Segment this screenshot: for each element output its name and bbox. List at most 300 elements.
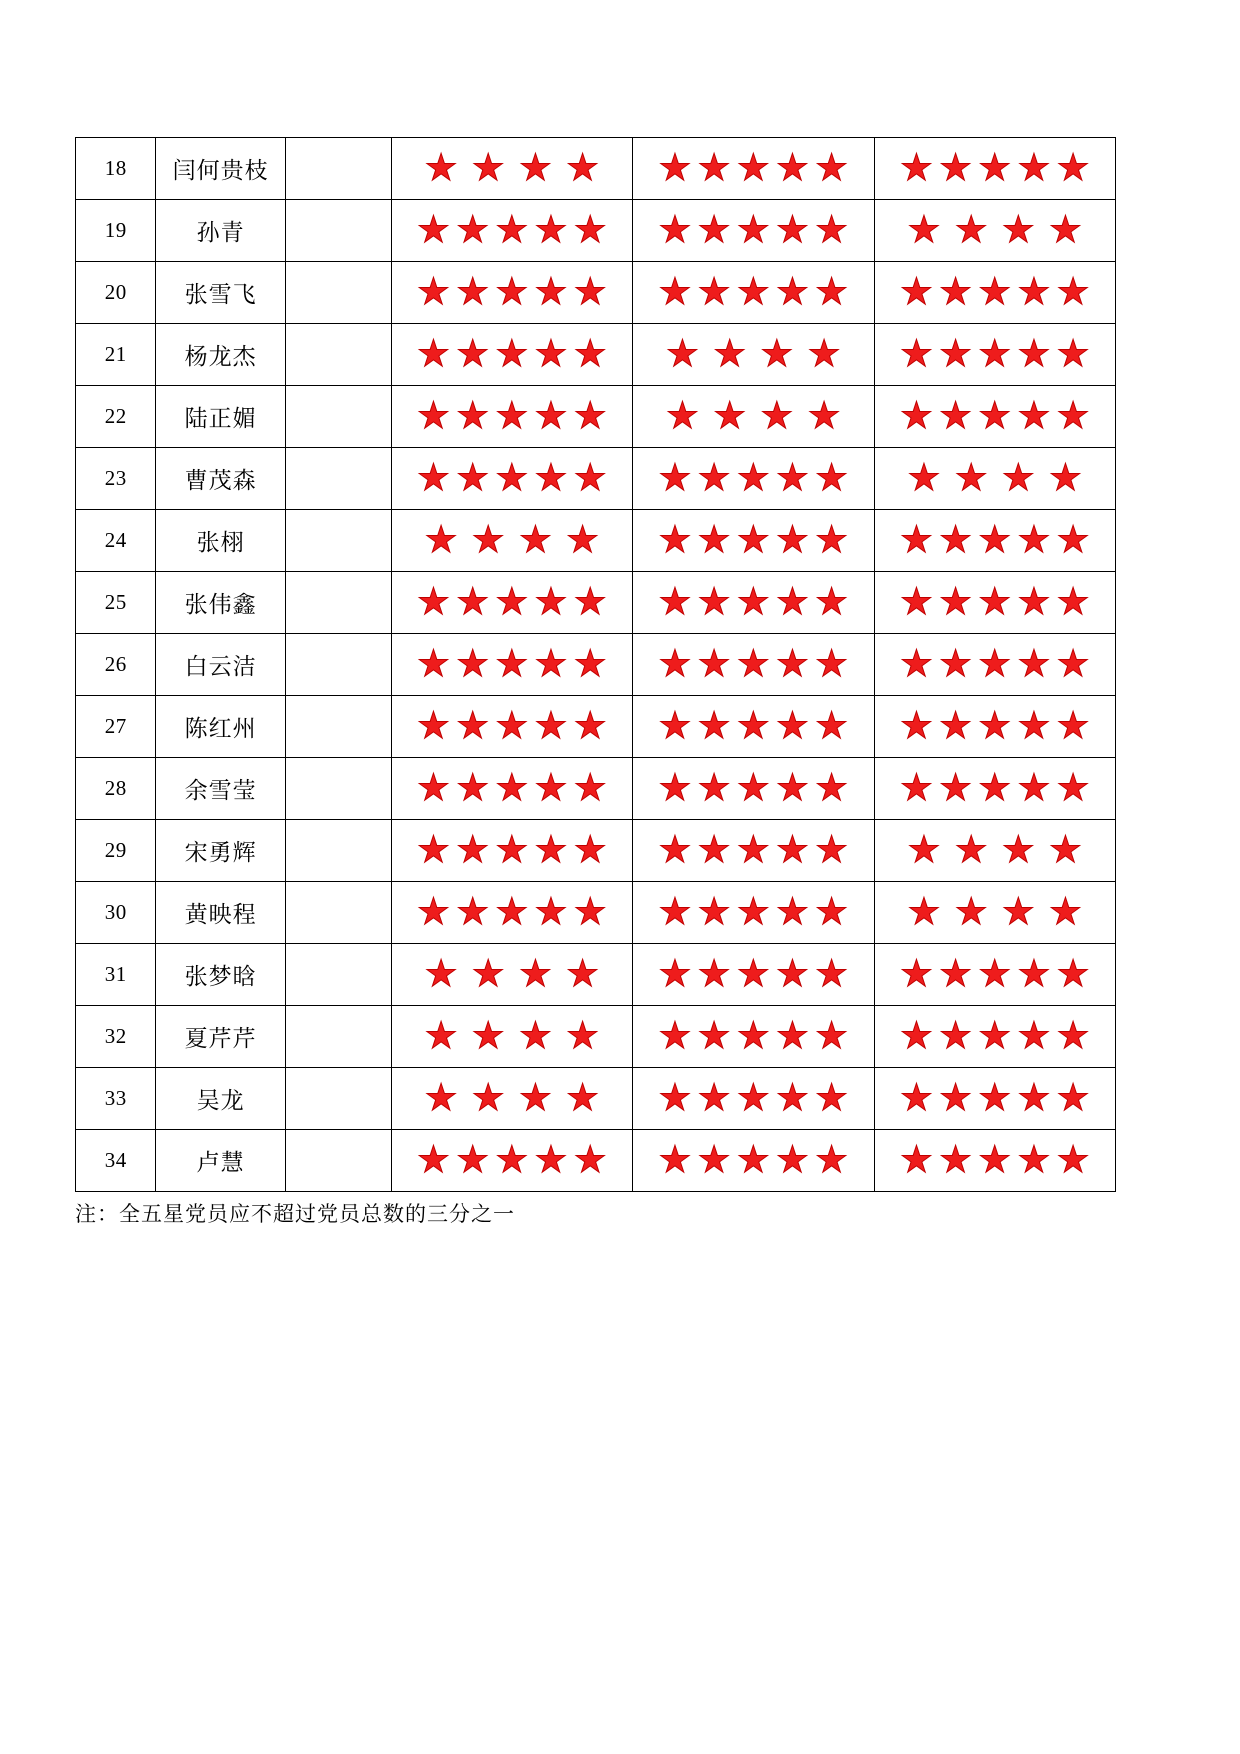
star-icon: ★ xyxy=(471,148,505,189)
star-icon: ★ xyxy=(518,520,552,561)
star-icon: ★ xyxy=(899,520,933,561)
star-icon: ★ xyxy=(713,396,747,437)
star-icon: ★ xyxy=(736,1140,770,1181)
star-group xyxy=(392,1018,632,1055)
star-icon: ★ xyxy=(1056,272,1090,313)
star-group xyxy=(633,646,873,683)
star-icon: ★ xyxy=(495,892,529,933)
star-icon: ★ xyxy=(416,210,451,251)
star-group xyxy=(875,398,1116,435)
star-rating-cell-2 xyxy=(633,572,874,634)
star-rating-cell-1 xyxy=(391,510,632,572)
member-name-cell: 孙青 xyxy=(156,200,285,262)
star-icon: ★ xyxy=(1017,644,1051,685)
star-icon: ★ xyxy=(658,954,692,995)
table-row xyxy=(76,386,1116,448)
star-icon: ★ xyxy=(815,644,849,685)
star-icon: ★ xyxy=(815,582,849,623)
star-icon: ★ xyxy=(938,272,973,313)
star-icon: ★ xyxy=(938,148,973,189)
star-icon: ★ xyxy=(899,334,933,375)
star-icon: ★ xyxy=(416,272,451,313)
star-group xyxy=(392,522,632,559)
star-icon: ★ xyxy=(736,210,770,251)
star-group xyxy=(875,708,1116,745)
star-rating-cell-2 xyxy=(633,944,874,1006)
star-rating-cell-3 xyxy=(874,758,1116,820)
star-group xyxy=(633,150,873,187)
star-icon: ★ xyxy=(697,1140,731,1181)
star-icon: ★ xyxy=(456,582,490,623)
member-name-cell: 夏芹芹 xyxy=(156,1006,285,1068)
star-icon: ★ xyxy=(658,1140,692,1181)
star-icon: ★ xyxy=(899,1140,933,1181)
star-icon: ★ xyxy=(815,706,849,747)
star-icon: ★ xyxy=(899,1078,933,1119)
star-icon: ★ xyxy=(1001,458,1035,499)
star-icon: ★ xyxy=(899,768,933,809)
blank-cell xyxy=(285,386,391,448)
star-group xyxy=(875,212,1116,249)
star-icon: ★ xyxy=(1001,830,1035,871)
star-icon: ★ xyxy=(573,830,607,871)
star-icon: ★ xyxy=(495,644,529,685)
table-row xyxy=(76,510,1116,572)
member-name-cell: 张雪飞 xyxy=(156,262,285,324)
star-icon: ★ xyxy=(978,334,1012,375)
star-icon: ★ xyxy=(1056,644,1090,685)
star-group xyxy=(392,956,632,993)
star-rating-cell-3 xyxy=(874,882,1116,944)
star-icon: ★ xyxy=(665,396,700,437)
star-group xyxy=(392,460,632,497)
table-row xyxy=(76,1006,1116,1068)
star-icon: ★ xyxy=(815,210,849,251)
star-icon: ★ xyxy=(456,458,490,499)
member-name-cell: 张栩 xyxy=(156,510,285,572)
star-icon: ★ xyxy=(1056,768,1090,809)
star-group xyxy=(875,956,1116,993)
star-icon: ★ xyxy=(815,1016,849,1057)
star-icon: ★ xyxy=(1017,1140,1051,1181)
star-icon: ★ xyxy=(416,396,451,437)
star-icon: ★ xyxy=(658,148,692,189)
star-icon: ★ xyxy=(495,458,529,499)
star-rating-cell-1 xyxy=(391,1006,632,1068)
member-name-cell: 余雪莹 xyxy=(156,758,285,820)
star-icon: ★ xyxy=(1017,954,1051,995)
star-icon: ★ xyxy=(736,272,770,313)
star-icon: ★ xyxy=(658,1016,692,1057)
star-rating-cell-1 xyxy=(391,262,632,324)
star-icon: ★ xyxy=(775,1078,810,1119)
star-group xyxy=(875,646,1116,683)
star-icon: ★ xyxy=(658,520,692,561)
star-icon: ★ xyxy=(907,830,941,871)
star-icon: ★ xyxy=(534,334,568,375)
star-icon: ★ xyxy=(815,458,849,499)
star-icon: ★ xyxy=(534,1140,568,1181)
star-rating-cell-3 xyxy=(874,324,1116,386)
star-icon: ★ xyxy=(775,210,810,251)
star-icon: ★ xyxy=(736,830,770,871)
star-rating-cell-2 xyxy=(633,386,874,448)
star-icon: ★ xyxy=(815,830,849,871)
star-icon: ★ xyxy=(807,396,841,437)
table-row xyxy=(76,820,1116,882)
star-icon: ★ xyxy=(899,1016,933,1057)
star-rating-cell-1 xyxy=(391,572,632,634)
star-rating-cell-1 xyxy=(391,758,632,820)
star-icon: ★ xyxy=(658,892,692,933)
star-rating-cell-1 xyxy=(391,386,632,448)
star-group xyxy=(633,894,873,931)
star-icon: ★ xyxy=(899,582,933,623)
star-icon: ★ xyxy=(658,582,692,623)
star-icon: ★ xyxy=(456,892,490,933)
row-index-cell: 21 xyxy=(76,324,156,386)
star-icon: ★ xyxy=(424,954,458,995)
star-icon: ★ xyxy=(1017,272,1051,313)
row-index-cell: 27 xyxy=(76,696,156,758)
star-group xyxy=(875,460,1116,497)
star-icon: ★ xyxy=(978,954,1012,995)
member-name-cell: 宋勇辉 xyxy=(156,820,285,882)
star-icon: ★ xyxy=(1017,582,1051,623)
star-icon: ★ xyxy=(471,954,505,995)
star-icon: ★ xyxy=(565,1016,600,1057)
star-rating-cell-3 xyxy=(874,1006,1116,1068)
star-icon: ★ xyxy=(658,272,692,313)
star-icon: ★ xyxy=(775,1140,810,1181)
star-icon: ★ xyxy=(518,954,552,995)
table-row xyxy=(76,324,1116,386)
star-group xyxy=(875,1080,1116,1117)
star-icon: ★ xyxy=(807,334,841,375)
star-icon: ★ xyxy=(565,954,600,995)
star-icon: ★ xyxy=(697,210,731,251)
star-rating-cell-1 xyxy=(391,1130,632,1192)
star-icon: ★ xyxy=(697,706,731,747)
star-icon: ★ xyxy=(899,954,933,995)
star-icon: ★ xyxy=(416,830,451,871)
star-rating-cell-2 xyxy=(633,448,874,510)
star-rating-cell-1 xyxy=(391,882,632,944)
star-icon: ★ xyxy=(1017,520,1051,561)
row-index-cell: 28 xyxy=(76,758,156,820)
star-group xyxy=(633,956,873,993)
star-icon: ★ xyxy=(534,396,568,437)
star-icon: ★ xyxy=(978,520,1012,561)
star-icon: ★ xyxy=(1001,892,1035,933)
row-index-cell: 19 xyxy=(76,200,156,262)
star-icon: ★ xyxy=(978,148,1012,189)
star-icon: ★ xyxy=(954,892,988,933)
star-rating-cell-3 xyxy=(874,572,1116,634)
star-icon: ★ xyxy=(658,210,692,251)
star-group xyxy=(875,336,1116,373)
star-icon: ★ xyxy=(697,458,731,499)
star-icon: ★ xyxy=(736,644,770,685)
star-icon: ★ xyxy=(775,644,810,685)
star-icon: ★ xyxy=(1056,1140,1090,1181)
star-icon: ★ xyxy=(775,148,810,189)
member-name-cell: 张伟鑫 xyxy=(156,572,285,634)
star-group xyxy=(633,708,873,745)
star-icon: ★ xyxy=(534,458,568,499)
star-icon: ★ xyxy=(534,644,568,685)
star-icon: ★ xyxy=(573,644,607,685)
star-group xyxy=(633,1142,873,1179)
star-icon: ★ xyxy=(736,954,770,995)
star-icon: ★ xyxy=(899,396,933,437)
blank-cell xyxy=(285,262,391,324)
star-icon: ★ xyxy=(775,768,810,809)
table-row xyxy=(76,1068,1116,1130)
star-icon: ★ xyxy=(495,1140,529,1181)
star-icon: ★ xyxy=(899,706,933,747)
star-group xyxy=(633,584,873,621)
star-icon: ★ xyxy=(938,706,973,747)
star-rating-cell-2 xyxy=(633,758,874,820)
star-icon: ★ xyxy=(658,768,692,809)
star-rating-cell-3 xyxy=(874,138,1116,200)
star-icon: ★ xyxy=(495,830,529,871)
row-index-cell: 18 xyxy=(76,138,156,200)
star-group xyxy=(392,894,632,931)
star-icon: ★ xyxy=(573,210,607,251)
star-icon: ★ xyxy=(518,1016,552,1057)
star-icon: ★ xyxy=(907,892,941,933)
star-icon: ★ xyxy=(573,892,607,933)
star-icon: ★ xyxy=(1017,1078,1051,1119)
star-icon: ★ xyxy=(495,210,529,251)
star-icon: ★ xyxy=(518,1078,552,1119)
star-icon: ★ xyxy=(1056,148,1090,189)
member-name-cell: 白云洁 xyxy=(156,634,285,696)
star-icon: ★ xyxy=(1001,210,1035,251)
star-icon: ★ xyxy=(424,1078,458,1119)
star-icon: ★ xyxy=(978,396,1012,437)
star-icon: ★ xyxy=(775,830,810,871)
star-icon: ★ xyxy=(658,458,692,499)
star-icon: ★ xyxy=(1048,830,1083,871)
member-name-cell: 卢慧 xyxy=(156,1130,285,1192)
star-icon: ★ xyxy=(456,396,490,437)
star-rating-cell-2 xyxy=(633,200,874,262)
blank-cell xyxy=(285,1068,391,1130)
star-icon: ★ xyxy=(1048,892,1083,933)
blank-cell xyxy=(285,510,391,572)
star-rating-cell-3 xyxy=(874,1068,1116,1130)
star-icon: ★ xyxy=(815,1140,849,1181)
table-row xyxy=(76,448,1116,510)
star-icon: ★ xyxy=(760,334,794,375)
table-row xyxy=(76,634,1116,696)
star-rating-cell-3 xyxy=(874,1130,1116,1192)
star-icon: ★ xyxy=(495,706,529,747)
star-rating-cell-1 xyxy=(391,944,632,1006)
star-icon: ★ xyxy=(416,1140,451,1181)
star-icon: ★ xyxy=(978,768,1012,809)
star-rating-cell-3 xyxy=(874,386,1116,448)
star-icon: ★ xyxy=(416,706,451,747)
star-icon: ★ xyxy=(697,954,731,995)
star-icon: ★ xyxy=(736,892,770,933)
star-icon: ★ xyxy=(775,892,810,933)
star-rating-cell-2 xyxy=(633,1006,874,1068)
star-icon: ★ xyxy=(938,1016,973,1057)
row-index-cell: 30 xyxy=(76,882,156,944)
star-icon: ★ xyxy=(1048,458,1083,499)
star-icon: ★ xyxy=(775,706,810,747)
star-icon: ★ xyxy=(1017,768,1051,809)
star-group xyxy=(633,1018,873,1055)
star-icon: ★ xyxy=(573,582,607,623)
star-rating-cell-2 xyxy=(633,262,874,324)
star-icon: ★ xyxy=(534,768,568,809)
star-icon: ★ xyxy=(938,1078,973,1119)
star-group xyxy=(392,1142,632,1179)
member-name-cell: 陆正媚 xyxy=(156,386,285,448)
blank-cell xyxy=(285,200,391,262)
star-icon: ★ xyxy=(495,582,529,623)
star-icon: ★ xyxy=(456,644,490,685)
blank-cell xyxy=(285,448,391,510)
table-body xyxy=(76,138,1116,1192)
star-group xyxy=(392,646,632,683)
star-rating-cell-3 xyxy=(874,510,1116,572)
star-icon: ★ xyxy=(1056,582,1090,623)
row-index-cell: 32 xyxy=(76,1006,156,1068)
star-icon: ★ xyxy=(658,1078,692,1119)
blank-cell xyxy=(285,882,391,944)
star-rating-cell-2 xyxy=(633,324,874,386)
star-icon: ★ xyxy=(899,272,933,313)
star-icon: ★ xyxy=(736,768,770,809)
star-group xyxy=(633,336,873,373)
star-icon: ★ xyxy=(416,458,451,499)
star-group xyxy=(875,832,1116,869)
star-icon: ★ xyxy=(573,334,607,375)
star-icon: ★ xyxy=(456,706,490,747)
star-icon: ★ xyxy=(495,334,529,375)
star-rating-cell-1 xyxy=(391,200,632,262)
star-group xyxy=(633,522,873,559)
star-icon: ★ xyxy=(471,1016,505,1057)
star-icon: ★ xyxy=(573,458,607,499)
star-rating-cell-2 xyxy=(633,882,874,944)
star-icon: ★ xyxy=(815,148,849,189)
star-icon: ★ xyxy=(978,272,1012,313)
member-name-cell: 黄映程 xyxy=(156,882,285,944)
star-icon: ★ xyxy=(736,582,770,623)
star-icon: ★ xyxy=(424,148,458,189)
star-icon: ★ xyxy=(534,830,568,871)
star-icon: ★ xyxy=(775,1016,810,1057)
star-icon: ★ xyxy=(1056,334,1090,375)
star-icon: ★ xyxy=(1017,1016,1051,1057)
star-icon: ★ xyxy=(736,148,770,189)
star-icon: ★ xyxy=(736,706,770,747)
star-icon: ★ xyxy=(697,1078,731,1119)
star-icon: ★ xyxy=(665,334,700,375)
star-icon: ★ xyxy=(518,148,552,189)
star-group xyxy=(633,1080,873,1117)
star-icon: ★ xyxy=(775,272,810,313)
star-icon: ★ xyxy=(456,1140,490,1181)
star-icon: ★ xyxy=(775,520,810,561)
row-index-cell: 24 xyxy=(76,510,156,572)
star-icon: ★ xyxy=(978,582,1012,623)
star-icon: ★ xyxy=(954,458,988,499)
table-row xyxy=(76,944,1116,1006)
star-group xyxy=(875,150,1116,187)
star-group xyxy=(392,274,632,311)
table-row xyxy=(76,758,1116,820)
star-icon: ★ xyxy=(573,1140,607,1181)
star-icon: ★ xyxy=(658,830,692,871)
star-icon: ★ xyxy=(534,892,568,933)
star-icon: ★ xyxy=(1056,706,1090,747)
star-icon: ★ xyxy=(1056,1016,1090,1057)
star-icon: ★ xyxy=(938,396,973,437)
star-rating-cell-1 xyxy=(391,696,632,758)
star-icon: ★ xyxy=(978,1140,1012,1181)
star-icon: ★ xyxy=(1017,148,1051,189)
star-icon: ★ xyxy=(775,954,810,995)
blank-cell xyxy=(285,758,391,820)
member-name-cell: 陈红州 xyxy=(156,696,285,758)
star-icon: ★ xyxy=(1056,954,1090,995)
star-icon: ★ xyxy=(954,210,988,251)
star-icon: ★ xyxy=(471,1078,505,1119)
star-icon: ★ xyxy=(775,582,810,623)
star-icon: ★ xyxy=(697,272,731,313)
star-icon: ★ xyxy=(416,768,451,809)
row-index-cell: 26 xyxy=(76,634,156,696)
star-rating-cell-2 xyxy=(633,510,874,572)
member-name-cell: 曹茂森 xyxy=(156,448,285,510)
star-icon: ★ xyxy=(456,768,490,809)
star-icon: ★ xyxy=(1056,520,1090,561)
blank-cell xyxy=(285,324,391,386)
member-name-cell: 闫何贵枝 xyxy=(156,138,285,200)
star-group xyxy=(875,894,1116,931)
star-icon: ★ xyxy=(978,1016,1012,1057)
star-group xyxy=(875,1018,1116,1055)
star-icon: ★ xyxy=(815,768,849,809)
star-icon: ★ xyxy=(424,1016,458,1057)
star-icon: ★ xyxy=(938,334,973,375)
star-group xyxy=(392,150,632,187)
table-row xyxy=(76,200,1116,262)
star-icon: ★ xyxy=(1048,210,1083,251)
star-group xyxy=(392,708,632,745)
table-row xyxy=(76,1130,1116,1192)
star-icon: ★ xyxy=(573,272,607,313)
star-icon: ★ xyxy=(775,458,810,499)
row-index-cell: 20 xyxy=(76,262,156,324)
star-group xyxy=(392,398,632,435)
blank-cell xyxy=(285,820,391,882)
star-group xyxy=(633,398,873,435)
row-index-cell: 33 xyxy=(76,1068,156,1130)
star-icon: ★ xyxy=(736,1016,770,1057)
star-icon: ★ xyxy=(573,706,607,747)
star-rating-cell-1 xyxy=(391,820,632,882)
blank-cell xyxy=(285,572,391,634)
